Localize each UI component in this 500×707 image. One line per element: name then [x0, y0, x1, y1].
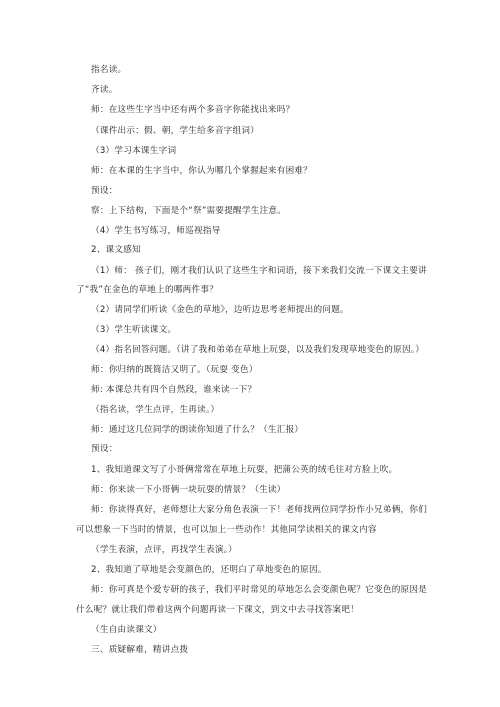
text-line: （3）学习本课生字词	[91, 146, 177, 156]
text-line: 了“我”在金色的草地上的哪两件事？	[76, 285, 219, 295]
text-line: （课件出示：假、朝，学生给多音字组词）	[91, 126, 260, 136]
text-line: 师：你来读一下小哥俩一块玩耍的情景？（生读）	[91, 485, 286, 495]
text-line: 预设：	[91, 186, 118, 196]
text-line: 师: 本课总共有四个自然段，谁来读一下？	[91, 385, 257, 395]
text-line: 什么呢？就让我们带着这两个问题再读一下课文，到文中去寻找答案吧！	[76, 605, 360, 615]
text-line: 察：上下结构，下面是个“祭”需要提醒学生注意。	[91, 206, 287, 216]
section-heading: 三、质疑解难，精讲点拨	[91, 645, 189, 655]
text-line: 师：你可真是个爱专研的孩子，我们平时常见的草地怎么会变颜色呢？它变色的原因是	[91, 585, 428, 595]
text-line: 指名读。	[91, 65, 127, 75]
text-line: 预设：	[91, 444, 118, 454]
text-line: （3）学生听读课文。	[91, 325, 177, 335]
text-line: （4）指名回答问题。（讲了我和弟弟在草地上玩耍，以及我们发现草地变色的原因。）	[91, 345, 425, 355]
text-line: 1、我知道课文写了小哥俩常常在草地上玩耍，把蒲公英的绒毛往对方脸上吹。	[91, 465, 398, 475]
text-line: 2、我知道了草地是会变颜色的，还明白了草地变色的原因。	[91, 565, 327, 575]
text-line: 师：你归纳的既简洁又明了。（玩耍 变色）	[91, 365, 258, 375]
text-line: （学生表演，点评，再找学生表演。）	[91, 545, 238, 555]
text-line: （4）学生书写练习，师巡视指导	[91, 226, 221, 236]
text-line: 师：在这些生字当中还有两个多音字你能找出来吗？	[91, 105, 295, 115]
text-line: （指名读，学生点评，生再读。）	[91, 405, 220, 415]
text-line: 师：通过这几位同学的朗读你知道了什么？（生汇报）	[91, 425, 304, 435]
text-line: （生自由读课文）	[91, 625, 162, 635]
text-line: 师：在本课的生字当中，你认为哪几个掌握起来有困难？	[91, 166, 313, 176]
text-line: 可以想象一下当时的情景，也可以加上一些动作！其他同学读相关的课文内容	[76, 525, 377, 535]
text-line: 师：你读得真好，老师想让大家分角色表演一下！老师找两位同学扮作小兄弟俩，你们	[91, 505, 428, 515]
text-line: 齐读。	[91, 85, 118, 95]
text-line: （1）师： 孩子们，刚才我们认识了这些生字和词语，接下来我们交流一下课文主要讲	[91, 266, 427, 276]
section-heading: 2、课文感知	[91, 245, 141, 255]
text-line: （2）请同学们听读《金色的草地》，边听边思考老师提出的问题。	[91, 305, 349, 315]
